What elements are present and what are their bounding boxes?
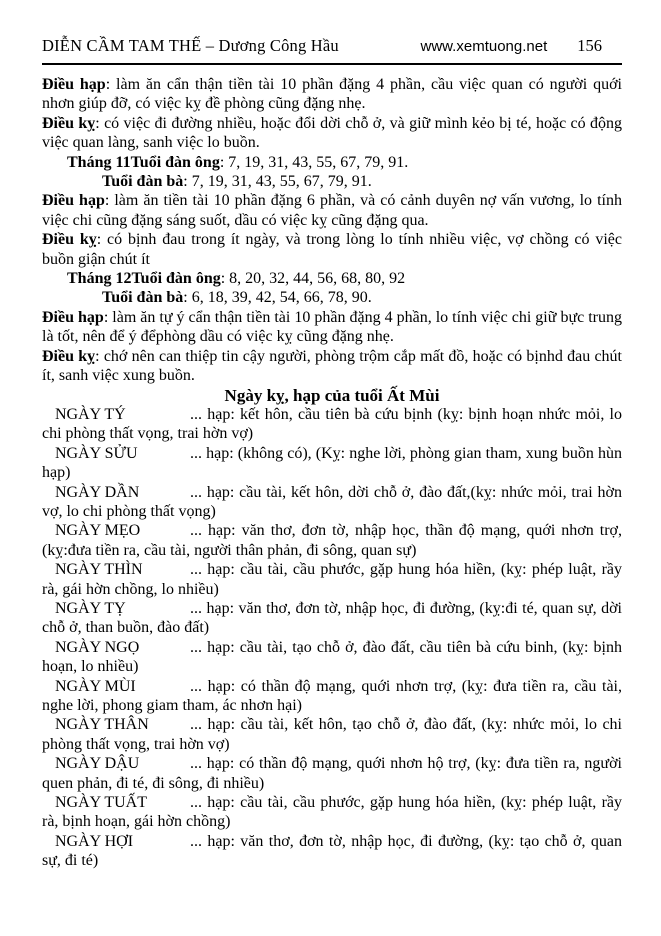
- day-name: NGÀY TUẤT: [55, 794, 147, 812]
- page-content: [42, 75, 622, 871]
- day-entry-dau: [42, 754, 622, 793]
- day-entry-ty: [42, 405, 622, 444]
- day-text: ... hạp: văn thơ, đơn tờ, nhập học, đi đường, (kỵ:đi té, quan sự, dời chỗ ở, than buồn, đào đất): [42, 599, 622, 637]
- day-text: ... hạp: có thần độ mạng, quới nhơn trợ, (kỵ: đưa tiền ra, cầu tài, nghe lời, phong giam tham, ác nhơn hại): [42, 677, 622, 714]
- day-entry-suu: [42, 444, 622, 483]
- paragraph-dieu-ky: [42, 114, 622, 153]
- day-entry-thin: [42, 560, 622, 599]
- day-entry-ngo: [42, 638, 622, 677]
- day-entry-mui: [42, 677, 622, 716]
- day-entry-ti: [42, 599, 622, 638]
- day-entry-meo: [42, 521, 622, 560]
- page-header: [42, 36, 622, 56]
- paragraph-text: : 7, 19, 31, 43, 55, 67, 79, 91.: [183, 173, 372, 191]
- paragraph-text: : làm ăn tiền tài 10 phần đặng 6 phần, và có cảnh duyên nợ vấn vương, lo tính việc chi cũng đặng sáng suốt, dầu có việc kỵ cũng đặng qua.: [42, 192, 622, 229]
- paragraph-dieu-ky: [42, 230, 622, 269]
- day-text: ... hạp: văn thơ, đơn tờ, nhập học, đi đường, (kỵ: tạo chỗ ở, quan sự, đi té): [42, 832, 622, 870]
- paragraph-label: Điều hạp: [42, 76, 106, 93]
- paragraph-label: Điều kỵ: [42, 231, 97, 249]
- paragraph-text: : chớ nên can thiệp tin cậy người, phòng trộm cắp mất đồ, hoặc có bịnhd đau chút ít, sanh việc xung buồn.: [42, 347, 622, 385]
- paragraph-label: Điều hạp: [42, 308, 104, 326]
- paragraph-thang-12: [42, 269, 622, 288]
- book-title: DIỄN CẦM TAM THẾ – Dương Công Hầu: [42, 36, 339, 55]
- day-name: NGÀY DẦN: [55, 483, 140, 501]
- paragraph-text: : có việc đi đường nhiều, hoặc đổi dời chỗ ở, và giữ mình kẻo bị té, hoặc có động việc quan làng, sanh việc lo buồn.: [42, 114, 622, 152]
- paragraph-text: : 7, 19, 31, 43, 55, 67, 79, 91.: [219, 153, 409, 171]
- day-text: ... hạp: cầu tài, cầu phước, gặp hung hóa hiền, (kỵ: phép luật, rầy rà, bịnh hoạn, gái hờn chồng): [42, 794, 622, 831]
- paragraph-dieu-hap: [42, 75, 622, 114]
- paragraph-text: : 8, 20, 32, 44, 56, 68, 80, 92: [220, 270, 406, 288]
- day-text: ... hạp: cầu tài, tạo chỗ ở, đào đất, cầu tiên bà cứu binh, (kỵ: bịnh hoạn, lo nhiều): [42, 638, 622, 676]
- header-rule: [42, 63, 622, 65]
- paragraph-label: Tuổi đàn bà: [102, 289, 184, 307]
- day-text: ... hạp: văn thơ, đơn tờ, nhập học, thần độ mạng, quới nhơn trợ, (kỵ:đưa tiền ra, cầu tài, người thân phản, đi sông, quan sự): [42, 522, 622, 559]
- day-name: NGÀY TÝ: [55, 405, 126, 423]
- day-name: NGÀY NGỌ: [55, 638, 140, 656]
- paragraph-dieu-hap: [42, 191, 622, 230]
- day-text: ... hạp: có thần độ mạng, quới nhơn hộ trợ, (kỵ: đưa tiền ra, người quen phản, đi té, đi sông, đi nhiều): [42, 755, 622, 792]
- day-name: NGÀY TỴ: [55, 599, 126, 617]
- day-name: NGÀY HỢI: [55, 832, 134, 850]
- day-name: NGÀY DẬU: [55, 755, 140, 773]
- day-text: ... hạp: cầu tài, kết hôn, dời chỗ ở, đào đất,(kỵ: nhức mỏi, trai hờn vợ, lo chi phòng thất vọng): [42, 483, 622, 520]
- paragraph-text: : có bịnh đau trong ít ngày, và trong lòng lo tính nhiều việc, vợ chồng có việc buồn giận chút ít: [42, 231, 623, 268]
- day-text: ... hạp: cầu tài, cầu phước, gặp hung hóa hiền, (kỵ: phép luật, rầy rà, gái hờn chồng, lo nhiều): [42, 561, 622, 598]
- paragraph-tuoi-dan-ba: [42, 172, 622, 191]
- paragraph-thang-11: [42, 153, 622, 172]
- day-text: ... hạp: cầu tài, kết hôn, tạo chỗ ở, đào đất, (kỵ: nhức mỏi, lo chi phòng thất vọng, trai hờn vợ): [42, 716, 622, 753]
- section-heading: Ngày kỵ, hạp của tuổi Ất Mùi: [224, 385, 440, 405]
- day-entry-hoi: [42, 832, 622, 871]
- day-text: ... hạp: kết hôn, cầu tiên bà cứu bịnh (kỵ: bịnh hoạn nhức mỏi, lo chi phòng thất vọng, trai hờn vợ): [42, 405, 622, 443]
- day-entry-tuat: [42, 793, 622, 832]
- paragraph-text: : 6, 18, 39, 42, 54, 66, 78, 90.: [183, 289, 372, 307]
- paragraph-text: : làm ăn cẩn thận tiền tài 10 phần đặng 4 phần, cầu việc quan có người quới nhơn giúp đỡ, có việc kỵ đề phòng cũng đặng nhẹ.: [42, 76, 623, 113]
- day-name: NGÀY SỬU: [55, 444, 138, 462]
- paragraph-text: : làm ăn tự ý cẩn thận tiền tài 10 phần đặng 4 phần, lo tính việc chi giữ bực trung là tốt, nên để ý đểphòng dầu có việc kỵ cũng đặng nhẹ.: [42, 308, 623, 346]
- paragraph-dieu-ky: [42, 347, 622, 386]
- paragraph-label: Điều kỵ: [42, 347, 96, 365]
- paragraph-label: Tháng 11Tuổi đàn ông: [67, 153, 220, 171]
- paragraph-dieu-hap: [42, 308, 622, 347]
- day-text: ... hạp: (không có), (Kỵ: nghe lời, phòng gian tham, xung buồn hùn hạp): [42, 444, 622, 482]
- day-name: NGÀY MÙI: [55, 677, 136, 695]
- paragraph-label: Điều hạp: [42, 192, 105, 210]
- day-entry-dan: [42, 483, 622, 522]
- day-name: NGÀY MẸO: [55, 522, 141, 540]
- page-number: 156: [577, 36, 602, 55]
- paragraph-label: Tuổi đàn bà: [102, 173, 184, 191]
- paragraph-label: Điều kỵ: [42, 114, 96, 132]
- paragraph-label: Tháng 12Tuổi đàn ông: [67, 270, 221, 288]
- day-entry-than: [42, 715, 622, 754]
- day-name: NGÀY THÂN: [55, 716, 149, 734]
- day-name: NGÀY THÌN: [55, 561, 143, 579]
- paragraph-tuoi-dan-ba: [42, 288, 622, 307]
- website-url: www.xemtuong.net: [420, 38, 548, 55]
